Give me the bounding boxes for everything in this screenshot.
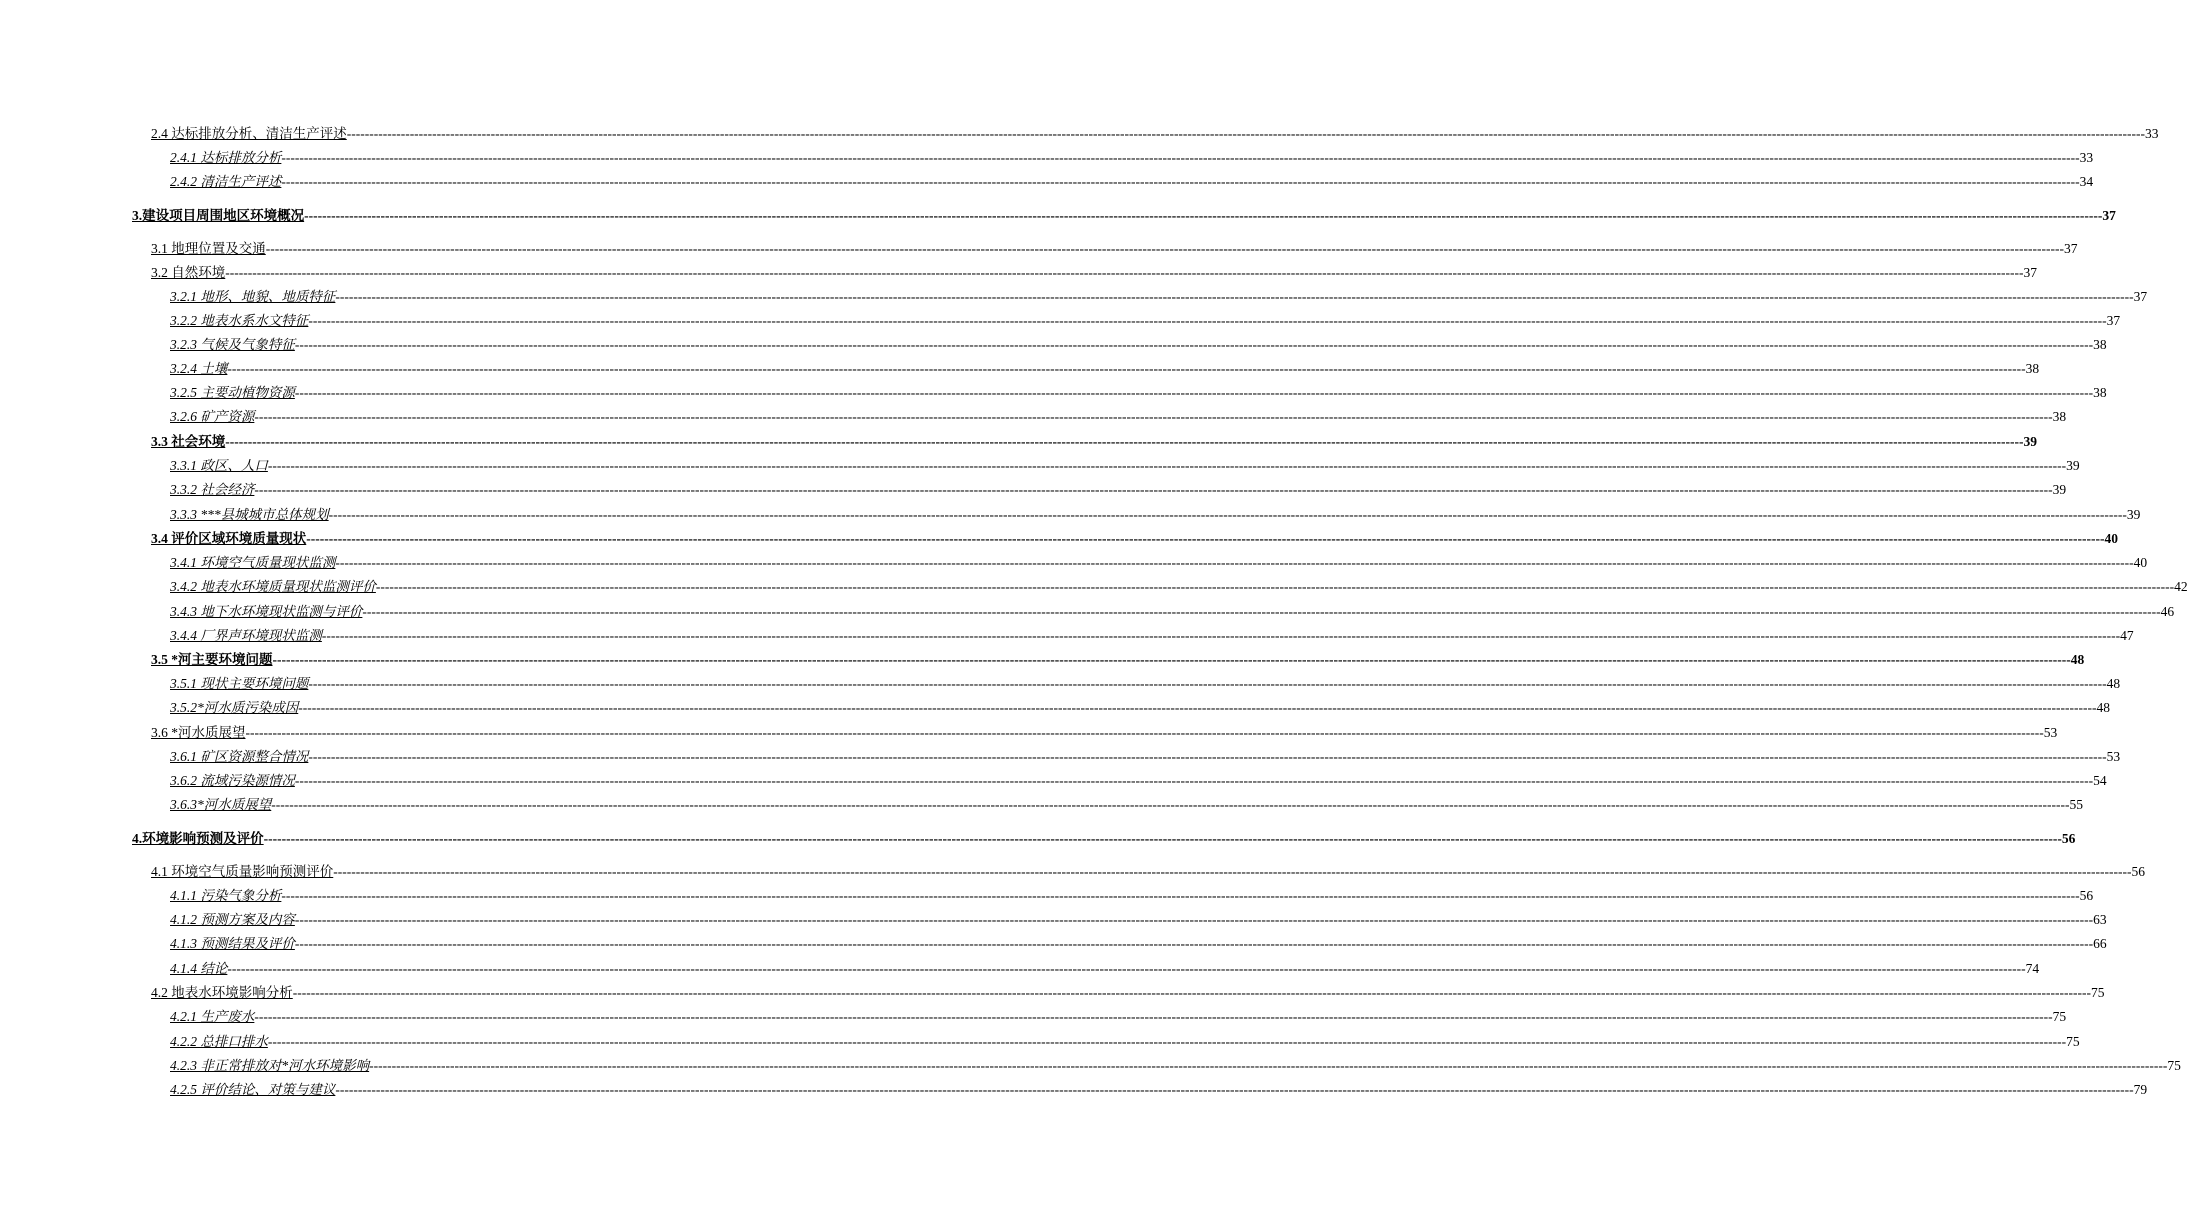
- toc-page-number: 56: [2061, 831, 2076, 846]
- toc-leader-dashes: ----------------------------------------------------------------------------------------------------------------------------------------------------------------------------------------------------------------------------------------------------------------------------------------------------------------------------------------------------------------------------------------------------------------: [294, 385, 2094, 400]
- toc-page-number: 74: [2025, 961, 2040, 976]
- toc-entry-label[interactable]: 3.4.4 厂界声环境现状监测: [170, 628, 322, 643]
- toc-leader-dashes: ----------------------------------------------------------------------------------------------------------------------------------------------------------------------------------------------------------------------------------------------------------------------------------------------------------------------------------------------------------------------------------------------------------------: [225, 265, 2024, 280]
- toc-leader-dashes: ----------------------------------------------------------------------------------------------------------------------------------------------------------------------------------------------------------------------------------------------------------------------------------------------------------------------------------------------------------------------------------------------------------------: [362, 604, 2161, 619]
- toc-leader-dashes: ----------------------------------------------------------------------------------------------------------------------------------------------------------------------------------------------------------------------------------------------------------------------------------------------------------------------------------------------------------------------------------------------------------------: [304, 208, 2103, 223]
- toc-entry[interactable]: [151, 237, 2078, 257]
- toc-page-number: 38: [2052, 409, 2067, 424]
- toc-entry[interactable]: [170, 600, 2175, 620]
- toc-leader-dashes: ----------------------------------------------------------------------------------------------------------------------------------------------------------------------------------------------------------------------------------------------------------------------------------------------------------------------------------------------------------------------------------------------------------------: [227, 361, 2026, 376]
- toc-entry-label[interactable]: 4.环境影响预测及评价: [132, 831, 264, 846]
- toc-entry[interactable]: [170, 769, 2107, 789]
- toc-leader-dashes: ----------------------------------------------------------------------------------------------------------------------------------------------------------------------------------------------------------------------------------------------------------------------------------------------------------------------------------------------------------------------------------------------------------------: [294, 936, 2094, 951]
- toc-entry-label[interactable]: 2.4.2 清洁生产评述: [170, 174, 282, 189]
- toc-entry-label[interactable]: 3.6.3*河水质展望: [170, 797, 272, 812]
- toc-leader-dashes: ----------------------------------------------------------------------------------------------------------------------------------------------------------------------------------------------------------------------------------------------------------------------------------------------------------------------------------------------------------------------------------------------------------------: [308, 749, 2107, 764]
- toc-entry-label[interactable]: 2.4.1 达标排放分析: [170, 150, 282, 165]
- toc-leader-dashes: ----------------------------------------------------------------------------------------------------------------------------------------------------------------------------------------------------------------------------------------------------------------------------------------------------------------------------------------------------------------------------------------------------------------: [369, 1058, 2168, 1073]
- toc-page-number: 39: [2066, 458, 2080, 473]
- toc-page-number: 53: [2106, 749, 2121, 764]
- toc-leader-dashes: ----------------------------------------------------------------------------------------------------------------------------------------------------------------------------------------------------------------------------------------------------------------------------------------------------------------------------------------------------------------------------------------------------------------: [281, 174, 2080, 189]
- toc-leader-dashes: ----------------------------------------------------------------------------------------------------------------------------------------------------------------------------------------------------------------------------------------------------------------------------------------------------------------------------------------------------------------------------------------------------------------: [271, 797, 2070, 812]
- toc-entry-label[interactable]: 4.1.2 预测方案及内容: [170, 912, 295, 927]
- toc-leader-dashes: ----------------------------------------------------------------------------------------------------------------------------------------------------------------------------------------------------------------------------------------------------------------------------------------------------------------------------------------------------------------------------------------------------------------: [267, 1034, 2067, 1049]
- toc-page-number: 56: [2131, 864, 2145, 879]
- toc-entry-label[interactable]: 4.2.3 非正常排放对*河水环境影响: [170, 1058, 370, 1073]
- toc-leader-dashes: ----------------------------------------------------------------------------------------------------------------------------------------------------------------------------------------------------------------------------------------------------------------------------------------------------------------------------------------------------------------------------------------------------------------: [281, 888, 2080, 903]
- toc-entry[interactable]: [151, 122, 2159, 142]
- toc-entry-label[interactable]: 3.6 *河水质展望: [151, 725, 246, 740]
- toc-entry-label[interactable]: 3.4.2 地表水环境质量现状监测评价: [170, 579, 376, 594]
- toc-page-number: 38: [2093, 385, 2107, 400]
- toc-leader-dashes: ----------------------------------------------------------------------------------------------------------------------------------------------------------------------------------------------------------------------------------------------------------------------------------------------------------------------------------------------------------------------------------------------------------------: [265, 241, 2064, 256]
- toc-entry[interactable]: [170, 884, 2094, 904]
- toc-leader-dashes: ----------------------------------------------------------------------------------------------------------------------------------------------------------------------------------------------------------------------------------------------------------------------------------------------------------------------------------------------------------------------------------------------------------------: [254, 1009, 2053, 1024]
- toc-page-number: 79: [2133, 1082, 2148, 1097]
- toc-leader-dashes: ----------------------------------------------------------------------------------------------------------------------------------------------------------------------------------------------------------------------------------------------------------------------------------------------------------------------------------------------------------------------------------------------------------------: [294, 773, 2094, 788]
- toc-entry-label[interactable]: 4.2 地表水环境影响分析: [151, 985, 293, 1000]
- toc-entry-label[interactable]: 3.建设项目周围地区环境概况: [132, 208, 305, 223]
- toc-page-number: 40: [2104, 531, 2118, 546]
- toc-entry-label[interactable]: 3.3 社会环境: [151, 434, 226, 449]
- toc-leader-dashes: ----------------------------------------------------------------------------------------------------------------------------------------------------------------------------------------------------------------------------------------------------------------------------------------------------------------------------------------------------------------------------------------------------------------: [333, 864, 2132, 879]
- toc-page-number: 46: [2160, 604, 2175, 619]
- toc-leader-dashes: ----------------------------------------------------------------------------------------------------------------------------------------------------------------------------------------------------------------------------------------------------------------------------------------------------------------------------------------------------------------------------------------------------------------: [225, 434, 2024, 449]
- toc-page-number: 37: [2102, 208, 2116, 223]
- toc-page-number: 63: [2093, 912, 2107, 927]
- toc-leader-dashes: ----------------------------------------------------------------------------------------------------------------------------------------------------------------------------------------------------------------------------------------------------------------------------------------------------------------------------------------------------------------------------------------------------------------: [308, 676, 2107, 691]
- toc-leader-dashes: ----------------------------------------------------------------------------------------------------------------------------------------------------------------------------------------------------------------------------------------------------------------------------------------------------------------------------------------------------------------------------------------------------------------: [227, 961, 2026, 976]
- toc-entry[interactable]: [132, 827, 2076, 847]
- toc-page-number: 42: [2174, 579, 2188, 594]
- toc-entry-label[interactable]: 2.4 达标排放分析、清洁生产评述: [151, 126, 347, 141]
- toc-page-number: 75: [2167, 1058, 2181, 1073]
- toc-entry[interactable]: [170, 575, 2188, 595]
- toc-leader-dashes: ----------------------------------------------------------------------------------------------------------------------------------------------------------------------------------------------------------------------------------------------------------------------------------------------------------------------------------------------------------------------------------------------------------------: [335, 555, 2134, 570]
- toc-entry-label[interactable]: 4.2.1 生产废水: [170, 1009, 255, 1024]
- toc-entry-label[interactable]: 3.2.3 气候及气象特征: [170, 337, 295, 352]
- toc-entry-label[interactable]: 3.2.4 土壤: [170, 361, 228, 376]
- toc-entry-label[interactable]: 3.1 地理位置及交通: [151, 241, 266, 256]
- toc-leader-dashes: ----------------------------------------------------------------------------------------------------------------------------------------------------------------------------------------------------------------------------------------------------------------------------------------------------------------------------------------------------------------------------------------------------------------: [281, 150, 2080, 165]
- toc-leader-dashes: ----------------------------------------------------------------------------------------------------------------------------------------------------------------------------------------------------------------------------------------------------------------------------------------------------------------------------------------------------------------------------------------------------------------: [272, 652, 2071, 667]
- toc-entry[interactable]: [170, 357, 2040, 377]
- toc-page-number: 66: [2093, 936, 2107, 951]
- toc-entry-label[interactable]: 4.2.2 总排口排水: [170, 1034, 268, 1049]
- toc-leader-dashes: ----------------------------------------------------------------------------------------------------------------------------------------------------------------------------------------------------------------------------------------------------------------------------------------------------------------------------------------------------------------------------------------------------------------: [306, 531, 2105, 546]
- toc-entry[interactable]: [151, 721, 2058, 741]
- toc-entry-label[interactable]: 3.2.5 主要动植物资源: [170, 385, 295, 400]
- toc-leader-dashes: ----------------------------------------------------------------------------------------------------------------------------------------------------------------------------------------------------------------------------------------------------------------------------------------------------------------------------------------------------------------------------------------------------------------: [308, 313, 2107, 328]
- toc-page-number: 75: [2052, 1009, 2067, 1024]
- toc-page-number: 48: [2096, 700, 2110, 715]
- toc-page-number: 48: [2070, 652, 2085, 667]
- toc-page-number: 56: [2079, 888, 2094, 903]
- toc-entry[interactable]: [170, 672, 2121, 692]
- toc-entry[interactable]: [170, 624, 2134, 644]
- toc-page-number: 38: [2025, 361, 2040, 376]
- toc-entry[interactable]: [151, 527, 2118, 547]
- toc-entry[interactable]: [170, 696, 2110, 716]
- toc-entry-label[interactable]: 3.2 自然环境: [151, 265, 226, 280]
- toc-leader-dashes: ----------------------------------------------------------------------------------------------------------------------------------------------------------------------------------------------------------------------------------------------------------------------------------------------------------------------------------------------------------------------------------------------------------------: [335, 1082, 2134, 1097]
- toc-page-number: 39: [2126, 507, 2141, 522]
- toc-entry-label[interactable]: 3.2.6 矿产资源: [170, 409, 255, 424]
- toc-page-number: 33: [2145, 126, 2159, 141]
- toc-page-number: 33: [2079, 150, 2094, 165]
- toc-page-number: 54: [2093, 773, 2107, 788]
- toc-entry[interactable]: [170, 333, 2107, 353]
- toc-leader-dashes: ----------------------------------------------------------------------------------------------------------------------------------------------------------------------------------------------------------------------------------------------------------------------------------------------------------------------------------------------------------------------------------------------------------------: [294, 337, 2094, 352]
- toc-leader-dashes: ----------------------------------------------------------------------------------------------------------------------------------------------------------------------------------------------------------------------------------------------------------------------------------------------------------------------------------------------------------------------------------------------------------------: [321, 628, 2121, 643]
- toc-entry[interactable]: [170, 146, 2094, 166]
- toc-entry-label[interactable]: 3.3.3 ***县城城市总体规划: [170, 507, 329, 522]
- toc-page-number: 34: [2079, 174, 2094, 189]
- toc-entry[interactable]: [170, 405, 2067, 425]
- toc-entry[interactable]: [170, 908, 2107, 928]
- toc-page-number: 37: [2023, 265, 2037, 280]
- toc-leader-dashes: ----------------------------------------------------------------------------------------------------------------------------------------------------------------------------------------------------------------------------------------------------------------------------------------------------------------------------------------------------------------------------------------------------------------: [346, 126, 2145, 141]
- toc-leader-dashes: ----------------------------------------------------------------------------------------------------------------------------------------------------------------------------------------------------------------------------------------------------------------------------------------------------------------------------------------------------------------------------------------------------------------: [375, 579, 2175, 594]
- toc-page-number: 55: [2069, 797, 2083, 812]
- toc-entry[interactable]: [170, 1078, 2148, 1098]
- toc-entry[interactable]: [151, 981, 2105, 1001]
- toc-entry[interactable]: [170, 932, 2107, 952]
- toc-entry[interactable]: [170, 551, 2148, 571]
- toc-page-number: 75: [2091, 985, 2105, 1000]
- toc-entry[interactable]: [170, 170, 2094, 190]
- toc-entry[interactable]: [170, 957, 2040, 977]
- toc-entry[interactable]: [170, 454, 2080, 474]
- toc-entry[interactable]: [170, 285, 2148, 305]
- toc-entry[interactable]: [170, 1030, 2080, 1050]
- toc-entry-label[interactable]: 3.2.1 地形、地貌、地质特征: [170, 289, 336, 304]
- toc-entry[interactable]: [170, 1005, 2067, 1025]
- toc-entry-label[interactable]: 3.3.2 社会经济: [170, 482, 255, 497]
- toc-leader-dashes: ----------------------------------------------------------------------------------------------------------------------------------------------------------------------------------------------------------------------------------------------------------------------------------------------------------------------------------------------------------------------------------------------------------------: [245, 725, 2044, 740]
- toc-entry-label[interactable]: 3.5 *河主要环境问题: [151, 652, 273, 667]
- toc-page-number: 47: [2120, 628, 2134, 643]
- toc-leader-dashes: ----------------------------------------------------------------------------------------------------------------------------------------------------------------------------------------------------------------------------------------------------------------------------------------------------------------------------------------------------------------------------------------------------------------: [267, 458, 2067, 473]
- toc-leader-dashes: ----------------------------------------------------------------------------------------------------------------------------------------------------------------------------------------------------------------------------------------------------------------------------------------------------------------------------------------------------------------------------------------------------------------: [335, 289, 2134, 304]
- toc-entry[interactable]: [132, 204, 2116, 224]
- toc-leader-dashes: ----------------------------------------------------------------------------------------------------------------------------------------------------------------------------------------------------------------------------------------------------------------------------------------------------------------------------------------------------------------------------------------------------------------: [328, 507, 2127, 522]
- toc-entry[interactable]: [170, 309, 2121, 329]
- toc-page-number: 39: [2023, 434, 2037, 449]
- toc-page-number: 40: [2133, 555, 2148, 570]
- toc-entry-label[interactable]: 3.2.2 地表水系水文特征: [170, 313, 309, 328]
- toc-entry-label[interactable]: 3.5.2*河水质污染成因: [170, 700, 299, 715]
- toc-entry[interactable]: [170, 1054, 2181, 1074]
- toc-entry[interactable]: [170, 478, 2067, 498]
- toc-page-number: 53: [2043, 725, 2058, 740]
- toc-entry-label[interactable]: 4.1 环境空气质量影响预测评价: [151, 864, 334, 879]
- toc-entry-label[interactable]: 3.3.1 政区、人口: [170, 458, 268, 473]
- toc-leader-dashes: ----------------------------------------------------------------------------------------------------------------------------------------------------------------------------------------------------------------------------------------------------------------------------------------------------------------------------------------------------------------------------------------------------------------: [292, 985, 2091, 1000]
- toc-entry-label[interactable]: 4.1.4 结论: [170, 961, 228, 976]
- toc-entry[interactable]: [170, 503, 2141, 523]
- toc-page-number: 37: [2133, 289, 2148, 304]
- toc-leader-dashes: ----------------------------------------------------------------------------------------------------------------------------------------------------------------------------------------------------------------------------------------------------------------------------------------------------------------------------------------------------------------------------------------------------------------: [254, 409, 2053, 424]
- toc-leader-dashes: ----------------------------------------------------------------------------------------------------------------------------------------------------------------------------------------------------------------------------------------------------------------------------------------------------------------------------------------------------------------------------------------------------------------: [298, 700, 2097, 715]
- toc-entry-label[interactable]: 4.1.1 污染气象分析: [170, 888, 282, 903]
- toc-entry[interactable]: [151, 430, 2037, 450]
- toc-entry[interactable]: [170, 745, 2121, 765]
- toc-page-number: 75: [2066, 1034, 2080, 1049]
- toc-page-number: 39: [2052, 482, 2067, 497]
- toc-leader-dashes: ----------------------------------------------------------------------------------------------------------------------------------------------------------------------------------------------------------------------------------------------------------------------------------------------------------------------------------------------------------------------------------------------------------------: [254, 482, 2053, 497]
- toc-entry-label[interactable]: 3.4 评价区域环境质量现状: [151, 531, 307, 546]
- toc-leader-dashes: ----------------------------------------------------------------------------------------------------------------------------------------------------------------------------------------------------------------------------------------------------------------------------------------------------------------------------------------------------------------------------------------------------------------: [263, 831, 2062, 846]
- toc-entry[interactable]: [151, 648, 2085, 668]
- toc-entry[interactable]: [151, 860, 2145, 880]
- toc-entry[interactable]: [151, 261, 2037, 281]
- toc-page-number: 48: [2106, 676, 2121, 691]
- toc-entry-label[interactable]: 4.1.3 预测结果及评价: [170, 936, 295, 951]
- toc-page-number: 38: [2093, 337, 2107, 352]
- toc-entry[interactable]: [170, 793, 2083, 813]
- toc-page-number: 37: [2106, 313, 2121, 328]
- toc-entry-label[interactable]: 3.5.1 现状主要环境问题: [170, 676, 309, 691]
- toc-entry-label[interactable]: 3.4.1 环境空气质量现状监测: [170, 555, 336, 570]
- toc-entry-label[interactable]: 3.6.1 矿区资源整合情况: [170, 749, 309, 764]
- toc-entry-label[interactable]: 4.2.5 评价结论、对策与建议: [170, 1082, 336, 1097]
- toc-entry[interactable]: [170, 381, 2107, 401]
- toc-entry-label[interactable]: 3.4.3 地下水环境现状监测与评价: [170, 604, 363, 619]
- toc-entry-label[interactable]: 3.6.2 流域污染源情况: [170, 773, 295, 788]
- toc-leader-dashes: ----------------------------------------------------------------------------------------------------------------------------------------------------------------------------------------------------------------------------------------------------------------------------------------------------------------------------------------------------------------------------------------------------------------: [294, 912, 2094, 927]
- toc-page-number: 37: [2064, 241, 2078, 256]
